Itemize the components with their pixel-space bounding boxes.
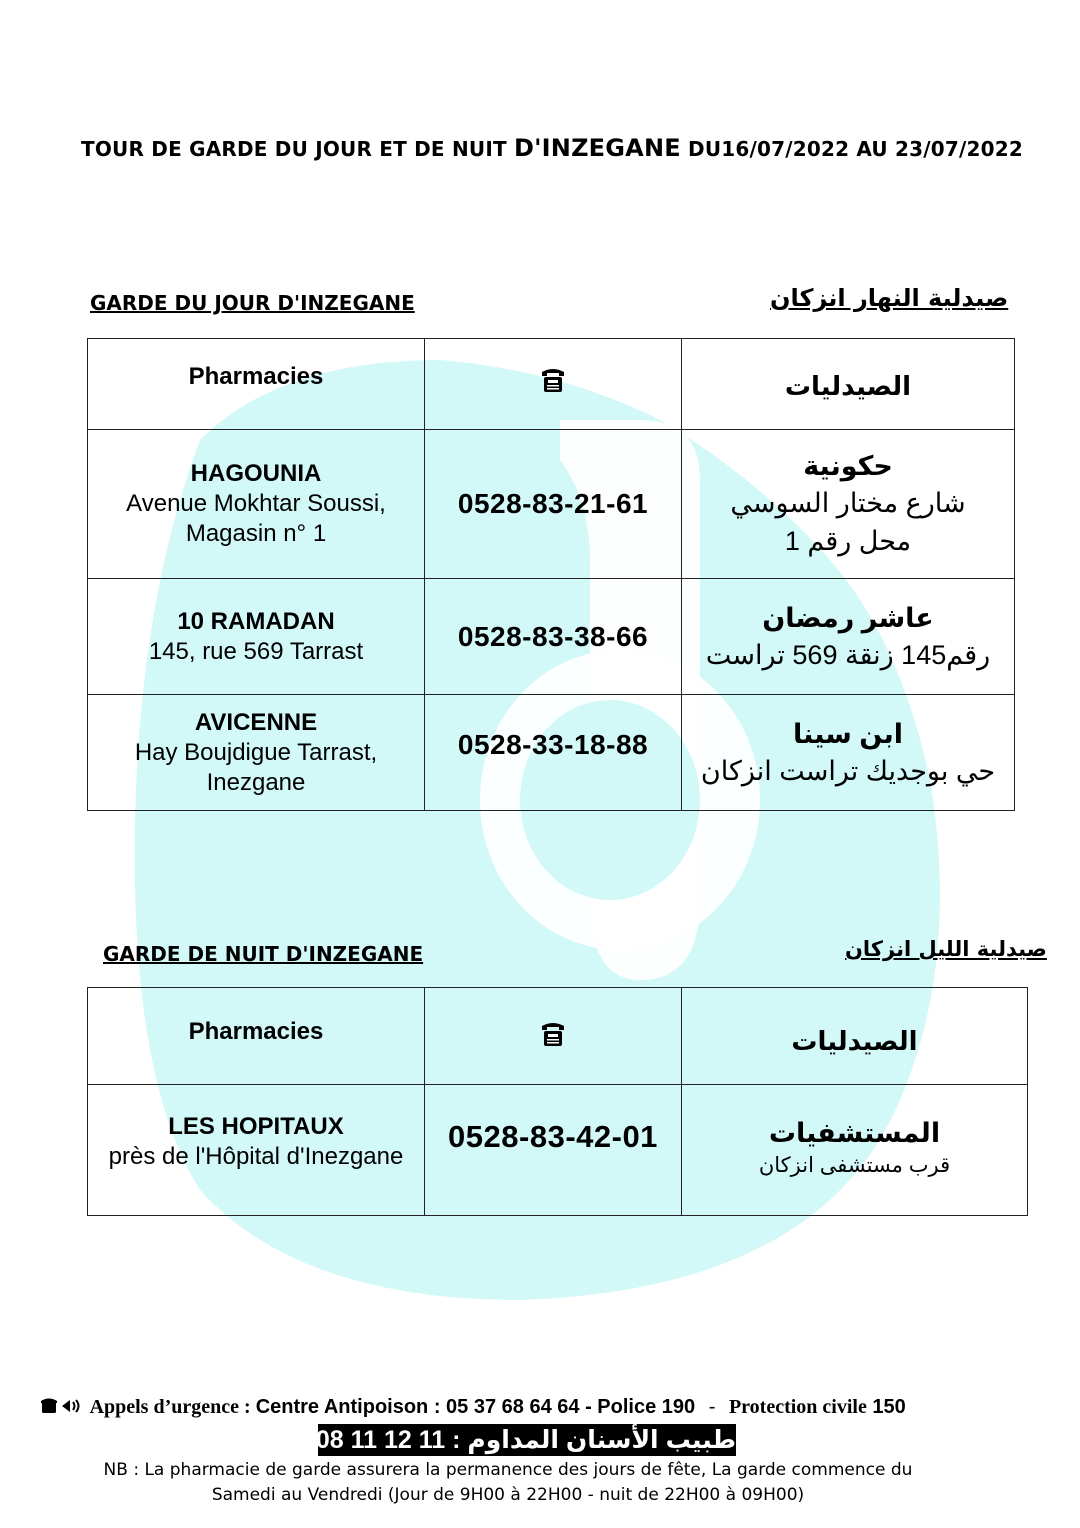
pharmacy-address-line1: Avenue Mokhtar Soussi, — [126, 490, 386, 517]
page-title — [0, 134, 1080, 162]
phone-cell — [425, 695, 682, 811]
day-col-pharmacies-label: Pharmacies — [188, 363, 324, 390]
title-dates: DU16/07/2022 AU 23/07/2022 — [688, 137, 1023, 161]
day-heading-ar: صيدلية النهار انزكان — [770, 284, 1009, 312]
title-city: D'INZEGANE — [514, 134, 681, 162]
emergency-label: Appels d’urgence — [89, 1396, 240, 1418]
pharmacy-address-ar: قرب مستشفى انزكان — [758, 1154, 951, 1177]
pharmacy-name-ar: عاشر رمضان — [762, 602, 934, 633]
pharmacy-address-line1: 145, rue 569 Tarrast — [148, 637, 364, 665]
nb-note — [0, 1458, 1016, 1508]
phone-icon — [539, 1020, 567, 1048]
pharmacy-name: LES HOPITAUX — [168, 1113, 344, 1140]
night-col-pharmacies-label: Pharmacies — [188, 1018, 324, 1045]
pharmacy-cell — [88, 1085, 425, 1216]
day-table — [87, 338, 1015, 811]
night-col-pharmacies — [88, 988, 425, 1085]
pharmacy-name-ar: حكونية — [803, 451, 893, 481]
table-row — [88, 695, 1015, 811]
day-col-pharmacies — [88, 339, 425, 430]
pharmacy-cell — [88, 695, 425, 811]
pharmacy-name: HAGOUNIA — [190, 460, 322, 487]
night-heading-fr: GARDE DE NUIT D'INZEGANE — [103, 942, 424, 966]
pharmacy-phone[interactable]: 0528-33-18-88 — [457, 729, 649, 760]
pharmacy-cell — [88, 430, 425, 579]
pharmacy-address-line1: près de l'Hôpital d'Inezgane — [108, 1143, 404, 1170]
protection-number[interactable]: 150 — [872, 1396, 906, 1418]
phone-cell — [425, 579, 682, 695]
pharmacy-address-line2: Inezgane — [206, 768, 306, 796]
day-col-ar-label: الصيدليات — [784, 371, 912, 401]
nb-line2: Samedi au Vendredi (Jour de 9H00 à 22H00 - nuit de 22H00 à 09H00) — [211, 1485, 805, 1505]
emergency-line: Appels d’urgence : Centre Antipoison : 05 37 68 64 64 - Police 190 - Protection civile 150 — [40, 1396, 906, 1419]
nb-line1: NB : La pharmacie de garde assurera la permanence des jours de fête, La garde commence du — [103, 1460, 913, 1480]
day-header-row — [88, 339, 1015, 430]
title-prefix: TOUR DE GARDE DU JOUR ET DE NUIT — [81, 137, 507, 161]
table-row — [88, 430, 1015, 579]
night-col-phone — [425, 988, 682, 1085]
table-row — [88, 1085, 1028, 1216]
night-col-ar-label: الصيدليات — [791, 1026, 918, 1056]
antipoison-number[interactable]: Centre Antipoison : 05 37 68 64 64 - — [255, 1396, 592, 1418]
pharmacy-address-ar: رقم145 زنقة 569 تراست — [705, 639, 991, 670]
protection-label: Protection civile — [728, 1396, 867, 1418]
phone-cell — [425, 430, 682, 579]
night-col-ar — [682, 988, 1028, 1085]
arabic-cell — [682, 430, 1015, 579]
night-heading-ar: صيدلية الليل انزكان — [845, 937, 1047, 961]
arabic-cell — [682, 579, 1015, 695]
police-number[interactable]: Police 190 — [597, 1396, 696, 1418]
pharmacy-phone[interactable]: 0528-83-38-66 — [457, 620, 649, 652]
separator: - — [708, 1396, 716, 1418]
phone-icon — [539, 366, 567, 394]
pharmacy-phone[interactable]: 0528-83-21-61 — [457, 488, 649, 519]
night-header-row — [88, 988, 1028, 1085]
night-table — [87, 987, 1028, 1216]
day-col-ar — [682, 339, 1015, 430]
pharmacy-address-ar: حي بوجديك تراست انزكان — [700, 755, 996, 786]
arabic-cell — [682, 1085, 1028, 1216]
pharmacy-name: 10 RAMADAN — [177, 607, 335, 635]
day-col-phone — [425, 339, 682, 430]
pharmacy-cell — [88, 579, 425, 695]
phone-siren-icon — [40, 1396, 84, 1416]
dentist-banner[interactable]: طبيب الأسنان المداوم : 11 12 11 08 06 — [281, 1426, 736, 1454]
arabic-cell — [682, 695, 1015, 811]
pharmacy-phone[interactable]: 0528-83-42-01 — [448, 1119, 658, 1154]
pharmacy-name: AVICENNE — [194, 708, 318, 736]
pharmacy-address-line1: Hay Boujdigue Tarrast, — [134, 738, 378, 766]
pharmacy-address-ar: شارع مختار السوسي محل رقم 1 — [730, 488, 966, 556]
pharmacy-name-ar: المستشفيات — [768, 1118, 941, 1148]
pharmacy-name-ar: ابن سينا — [793, 718, 903, 749]
day-heading-fr: GARDE DU JOUR D'INZEGANE — [90, 291, 415, 315]
table-row — [88, 579, 1015, 695]
phone-cell — [425, 1085, 682, 1216]
pharmacy-address-line2: Magasin n° 1 — [185, 520, 327, 547]
